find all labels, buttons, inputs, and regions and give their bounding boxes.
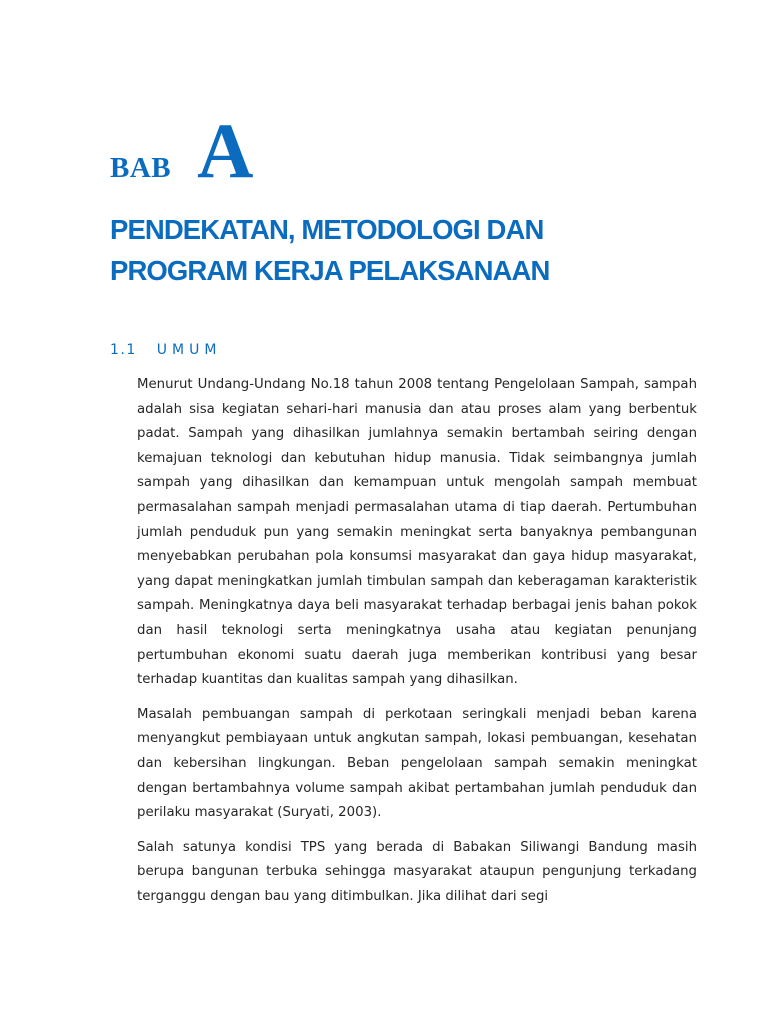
paragraph-3: Salah satunya kondisi TPS yang berada di Babakan Siliwangi Bandung masih berupa bangunan terbuka sehingga masyarakat ataupun pengunjung terkadang terganggu dengan bau yang ditimbulkan. Jika dilihat dari segi — [137, 839, 697, 904]
chapter-letter: A — [197, 107, 254, 194]
section-name: UMUM — [156, 342, 222, 358]
body-text — [137, 373, 697, 919]
chapter-title-line-2: PROGRAM KERJA PELAKSANAAN — [110, 255, 550, 286]
section-number: 1.1 — [110, 342, 137, 358]
chapter-bab-word: BAB — [110, 152, 172, 184]
paragraph-1: Menurut Undang-Undang No.18 tahun 2008 tentang Pengelolaan Sampah, sampah adalah sisa kegiatan sehari-hari manusia dan atau proses alam yang berbentuk padat. Sampah yang dihasilkan jumlahnya semakin bertambah seiring dengan kemajuan teknologi dan kebutuhan hidup manusia. Tidak seimbangnya jumlah sampah yang dihasilkan dan kemampuan untuk mengolah sampah membuat permasalahan sampah menjadi permasalahan utama di tiap daerah. Pertumbuhan jumlah penduduk pun yang semakin meningkat serta banyaknya pembangunan menyebabkan perubahan pola konsumsi masyarakat dan gaya hidup masyarakat, yang dapat meningkatkan jumlah timbulan sampah dan keberagaman karakteristik sampah. Meningkatnya daya beli masyarakat terhadap berbagai jenis bahan pokok dan hasil teknologi serta meningkatnya usaha atau kegiatan penunjang pertumbuhan ekonomi suatu daerah juga memberikan kontribusi yang besar terhadap kuantitas dan kualitas sampah yang dihasilkan. — [137, 377, 697, 688]
chapter-title — [110, 209, 710, 291]
paragraph-2: Masalah pembuangan sampah di perkotaan seringkali menjadi beban karena menyangkut pembiayaan untuk angkutan sampah, lokasi pembuangan, kesehatan dan kebersihan lingkungan. Beban pengelolaan sampah semakin meningkat dengan bertambahnya volume sampah akibat pertambahan jumlah penduduk dan perilaku masyarakat (Suryati, 2003). — [137, 706, 697, 821]
chapter-label — [110, 107, 254, 194]
chapter-title-line-1: PENDEKATAN, METODOLOGI DAN — [110, 214, 544, 245]
section-heading — [110, 342, 221, 358]
